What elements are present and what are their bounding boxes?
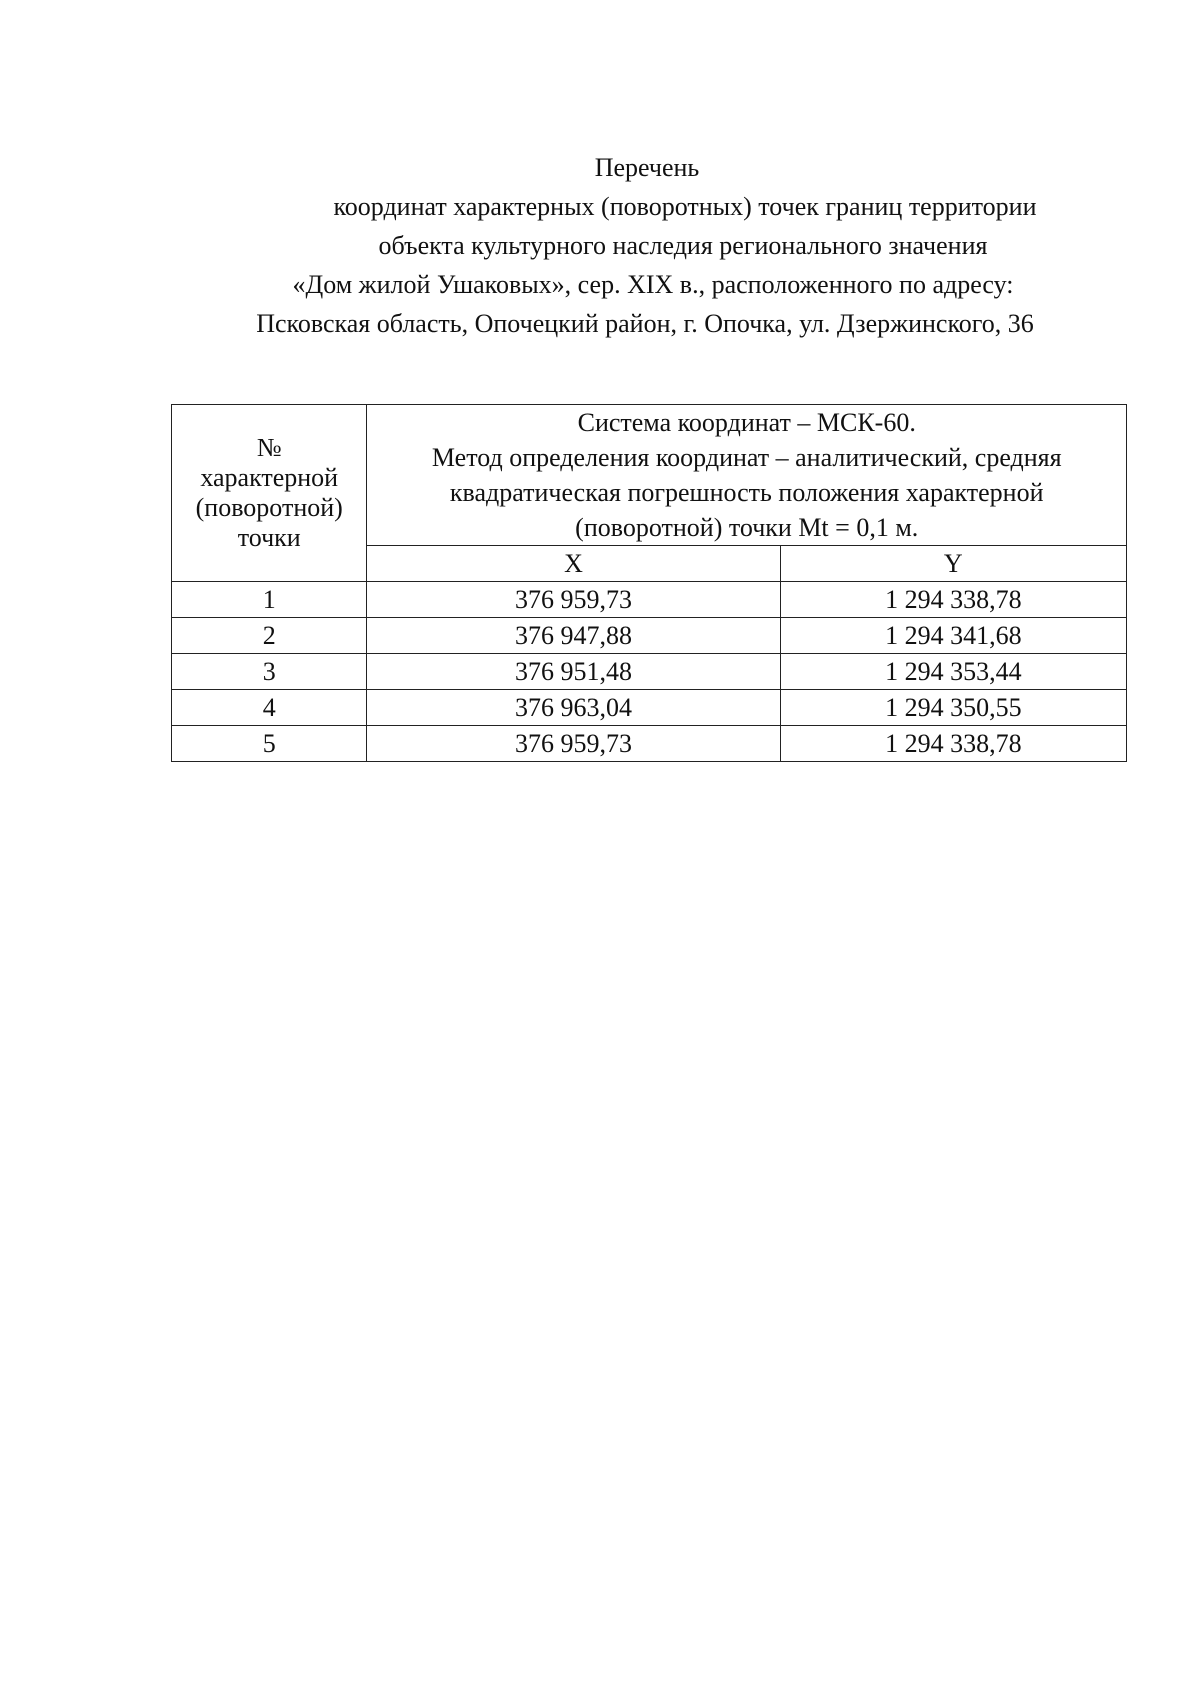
title-line: Псковская область, Опочецкий район, г. Опочка, ул. Дзержинского, 36 (256, 309, 1034, 338)
point-number-cell: 3 (172, 654, 367, 690)
header-line: Система координат – МСК-60. (577, 408, 916, 437)
header-line: точки (237, 523, 301, 552)
y-coordinate-cell: 1 294 338,78 (780, 726, 1126, 762)
title-line: координат характерных (поворотных) точек границ территории (333, 192, 1037, 221)
header-line: (поворотной) точки Mt = 0,1 м. (575, 513, 919, 542)
table-row (172, 654, 1127, 690)
y-column-header: Y (780, 546, 1126, 582)
title-line: объекта культурного наследия регионального значения (378, 231, 988, 260)
x-coordinate-cell: 376 947,88 (367, 618, 780, 654)
header-line: (поворотной) (195, 493, 343, 522)
header-line: характерной (200, 463, 339, 492)
table-row (172, 582, 1127, 618)
y-coordinate-cell: 1 294 353,44 (780, 654, 1126, 690)
point-number-cell: 5 (172, 726, 367, 762)
document-title (150, 148, 1140, 343)
title-line: Перечень (594, 153, 700, 182)
x-column-header: X (367, 546, 780, 582)
x-coordinate-cell: 376 963,04 (367, 690, 780, 726)
coordinates-table (171, 404, 1127, 762)
table-header-row (172, 405, 1127, 546)
point-number-cell: 2 (172, 618, 367, 654)
x-coordinate-cell: 376 959,73 (367, 582, 780, 618)
x-coordinate-cell: 376 951,48 (367, 654, 780, 690)
table-row (172, 726, 1127, 762)
y-coordinate-cell: 1 294 341,68 (780, 618, 1126, 654)
point-number-cell: 4 (172, 690, 367, 726)
title-line: «Дом жилой Ушаковых», сер. XIX в., расположенного по адресу: (292, 270, 1014, 299)
table-row (172, 690, 1127, 726)
y-coordinate-cell: 1 294 350,55 (780, 690, 1126, 726)
header-line: Метод определения координат – аналитический, средняя (431, 443, 1062, 472)
y-coordinate-cell: 1 294 338,78 (780, 582, 1126, 618)
point-number-header (172, 405, 367, 582)
header-line: квадратическая погрешность положения характерной (449, 478, 1044, 507)
point-number-cell: 1 (172, 582, 367, 618)
table-row (172, 618, 1127, 654)
coordinate-system-header (367, 405, 1127, 546)
x-coordinate-cell: 376 959,73 (367, 726, 780, 762)
header-line: № (256, 433, 282, 462)
